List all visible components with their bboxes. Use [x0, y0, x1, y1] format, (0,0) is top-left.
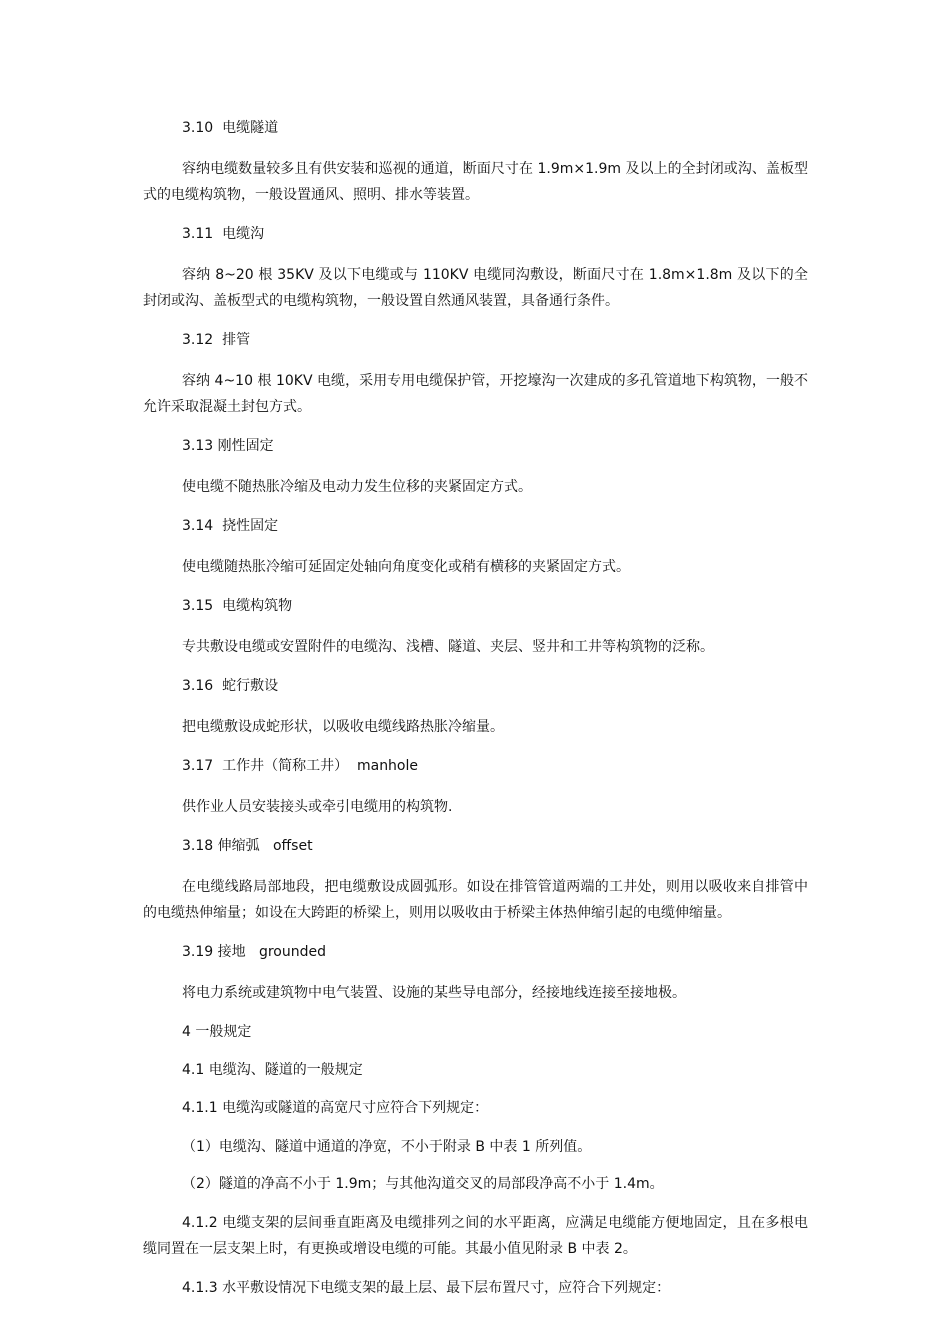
- section-3-17-body: 供作业人员安装接头或牵引电缆用的构筑物.: [182, 799, 453, 815]
- section-3-16-body: 把电缆敷设成蛇形状，以吸收电缆线路热胀冷缩量。: [182, 719, 504, 735]
- section-4-heading: 4 一般规定: [182, 1024, 252, 1040]
- section-3-12-heading: 3.12 排管: [182, 332, 251, 348]
- section-3-15-body: 专共敷设电缆或安置附件的电缆沟、浅槽、隧道、夹层、竖井和工井等构筑物的泛称。: [182, 639, 714, 655]
- section-3-17-heading: 3.17 工作井（简称工井） manhole: [182, 758, 419, 774]
- section-3-18-heading: 3.18 伸缩弧 offset: [182, 838, 313, 854]
- section-4-1-1-heading: 4.1.1 电缆沟或隧道的高宽尺寸应符合下列规定：: [182, 1100, 489, 1116]
- section-4-1-2-body: 4.1.2 电缆支架的层间垂直距离及电缆排列之间的水平距离，应满足电缆能方便地固定，且在多根电缆同置在一层支架上时，有更换或增设电缆的可能。其最小值见附录 B 中表 2。: [143, 1215, 808, 1257]
- section-3-11-heading: 3.11 电缆沟: [182, 226, 265, 242]
- section-3-19-heading: 3.19 接地 grounded: [182, 944, 327, 960]
- section-4-1-heading: 4.1 电缆沟、隧道的一般规定: [182, 1062, 363, 1078]
- section-3-16-heading: 3.16 蛇行敷设: [182, 678, 279, 694]
- section-4-1-1-item-2: （2）隧道的净高不小于 1.9m；与其他沟道交叉的局部段净高不小于 1.4m。: [182, 1176, 664, 1192]
- section-3-19-body: 将电力系统或建筑物中电气装置、设施的某些导电部分，经接地线连接至接地极。: [182, 985, 686, 1001]
- section-3-18-body: 在电缆线路局部地段，把电缆敷设成圆弧形。如设在排管管道两端的工井处，则用以吸收来自排管中的电缆热伸缩量；如设在大跨距的桥梁上，则用以吸收由于桥梁主体热伸缩引起的电缆伸缩量。: [143, 879, 808, 921]
- document-content: [143, 118, 808, 1316]
- section-3-13-heading: 3.13 刚性固定: [182, 438, 274, 454]
- section-4-1-1-item-1: （1）电缆沟、隧道中通道的净宽，不小于附录 B 中表 1 所列值。: [182, 1139, 592, 1155]
- section-3-12-body: 容纳 4~10 根 10KV 电缆，采用专用电缆保护管，开挖壕沟一次建成的多孔管道地下构筑物，一般不允许采取混凝土封包方式。: [143, 373, 808, 415]
- section-3-11-body: 容纳 8~20 根 35KV 及以下电缆或与 110KV 电缆同沟敷设，断面尺寸在 1.8m×1.8m 及以下的全封闭或沟、盖板型式的电缆构筑物，一般设置自然通风装置，具备通行条件。: [143, 267, 808, 309]
- section-3-10-heading: 3.10 电缆隧道: [182, 120, 279, 136]
- section-3-10-body: 容纳电缆数量较多且有供安装和巡视的通道，断面尺寸在 1.9m×1.9m 及以上的全封闭或沟、盖板型式的电缆构筑物，一般设置通风、照明、排水等装置。: [143, 161, 808, 203]
- section-3-13-body: 使电缆不随热胀冷缩及电动力发生位移的夹紧固定方式。: [182, 479, 532, 495]
- section-3-14-heading: 3.14 挠性固定: [182, 518, 279, 534]
- section-4-1-3-heading: 4.1.3 水平敷设情况下电缆支架的最上层、最下层布置尺寸，应符合下列规定：: [182, 1280, 671, 1296]
- section-3-15-heading: 3.15 电缆构筑物: [182, 598, 293, 614]
- section-3-14-body: 使电缆随热胀冷缩可延固定处轴向角度变化或稍有横移的夹紧固定方式。: [182, 559, 630, 575]
